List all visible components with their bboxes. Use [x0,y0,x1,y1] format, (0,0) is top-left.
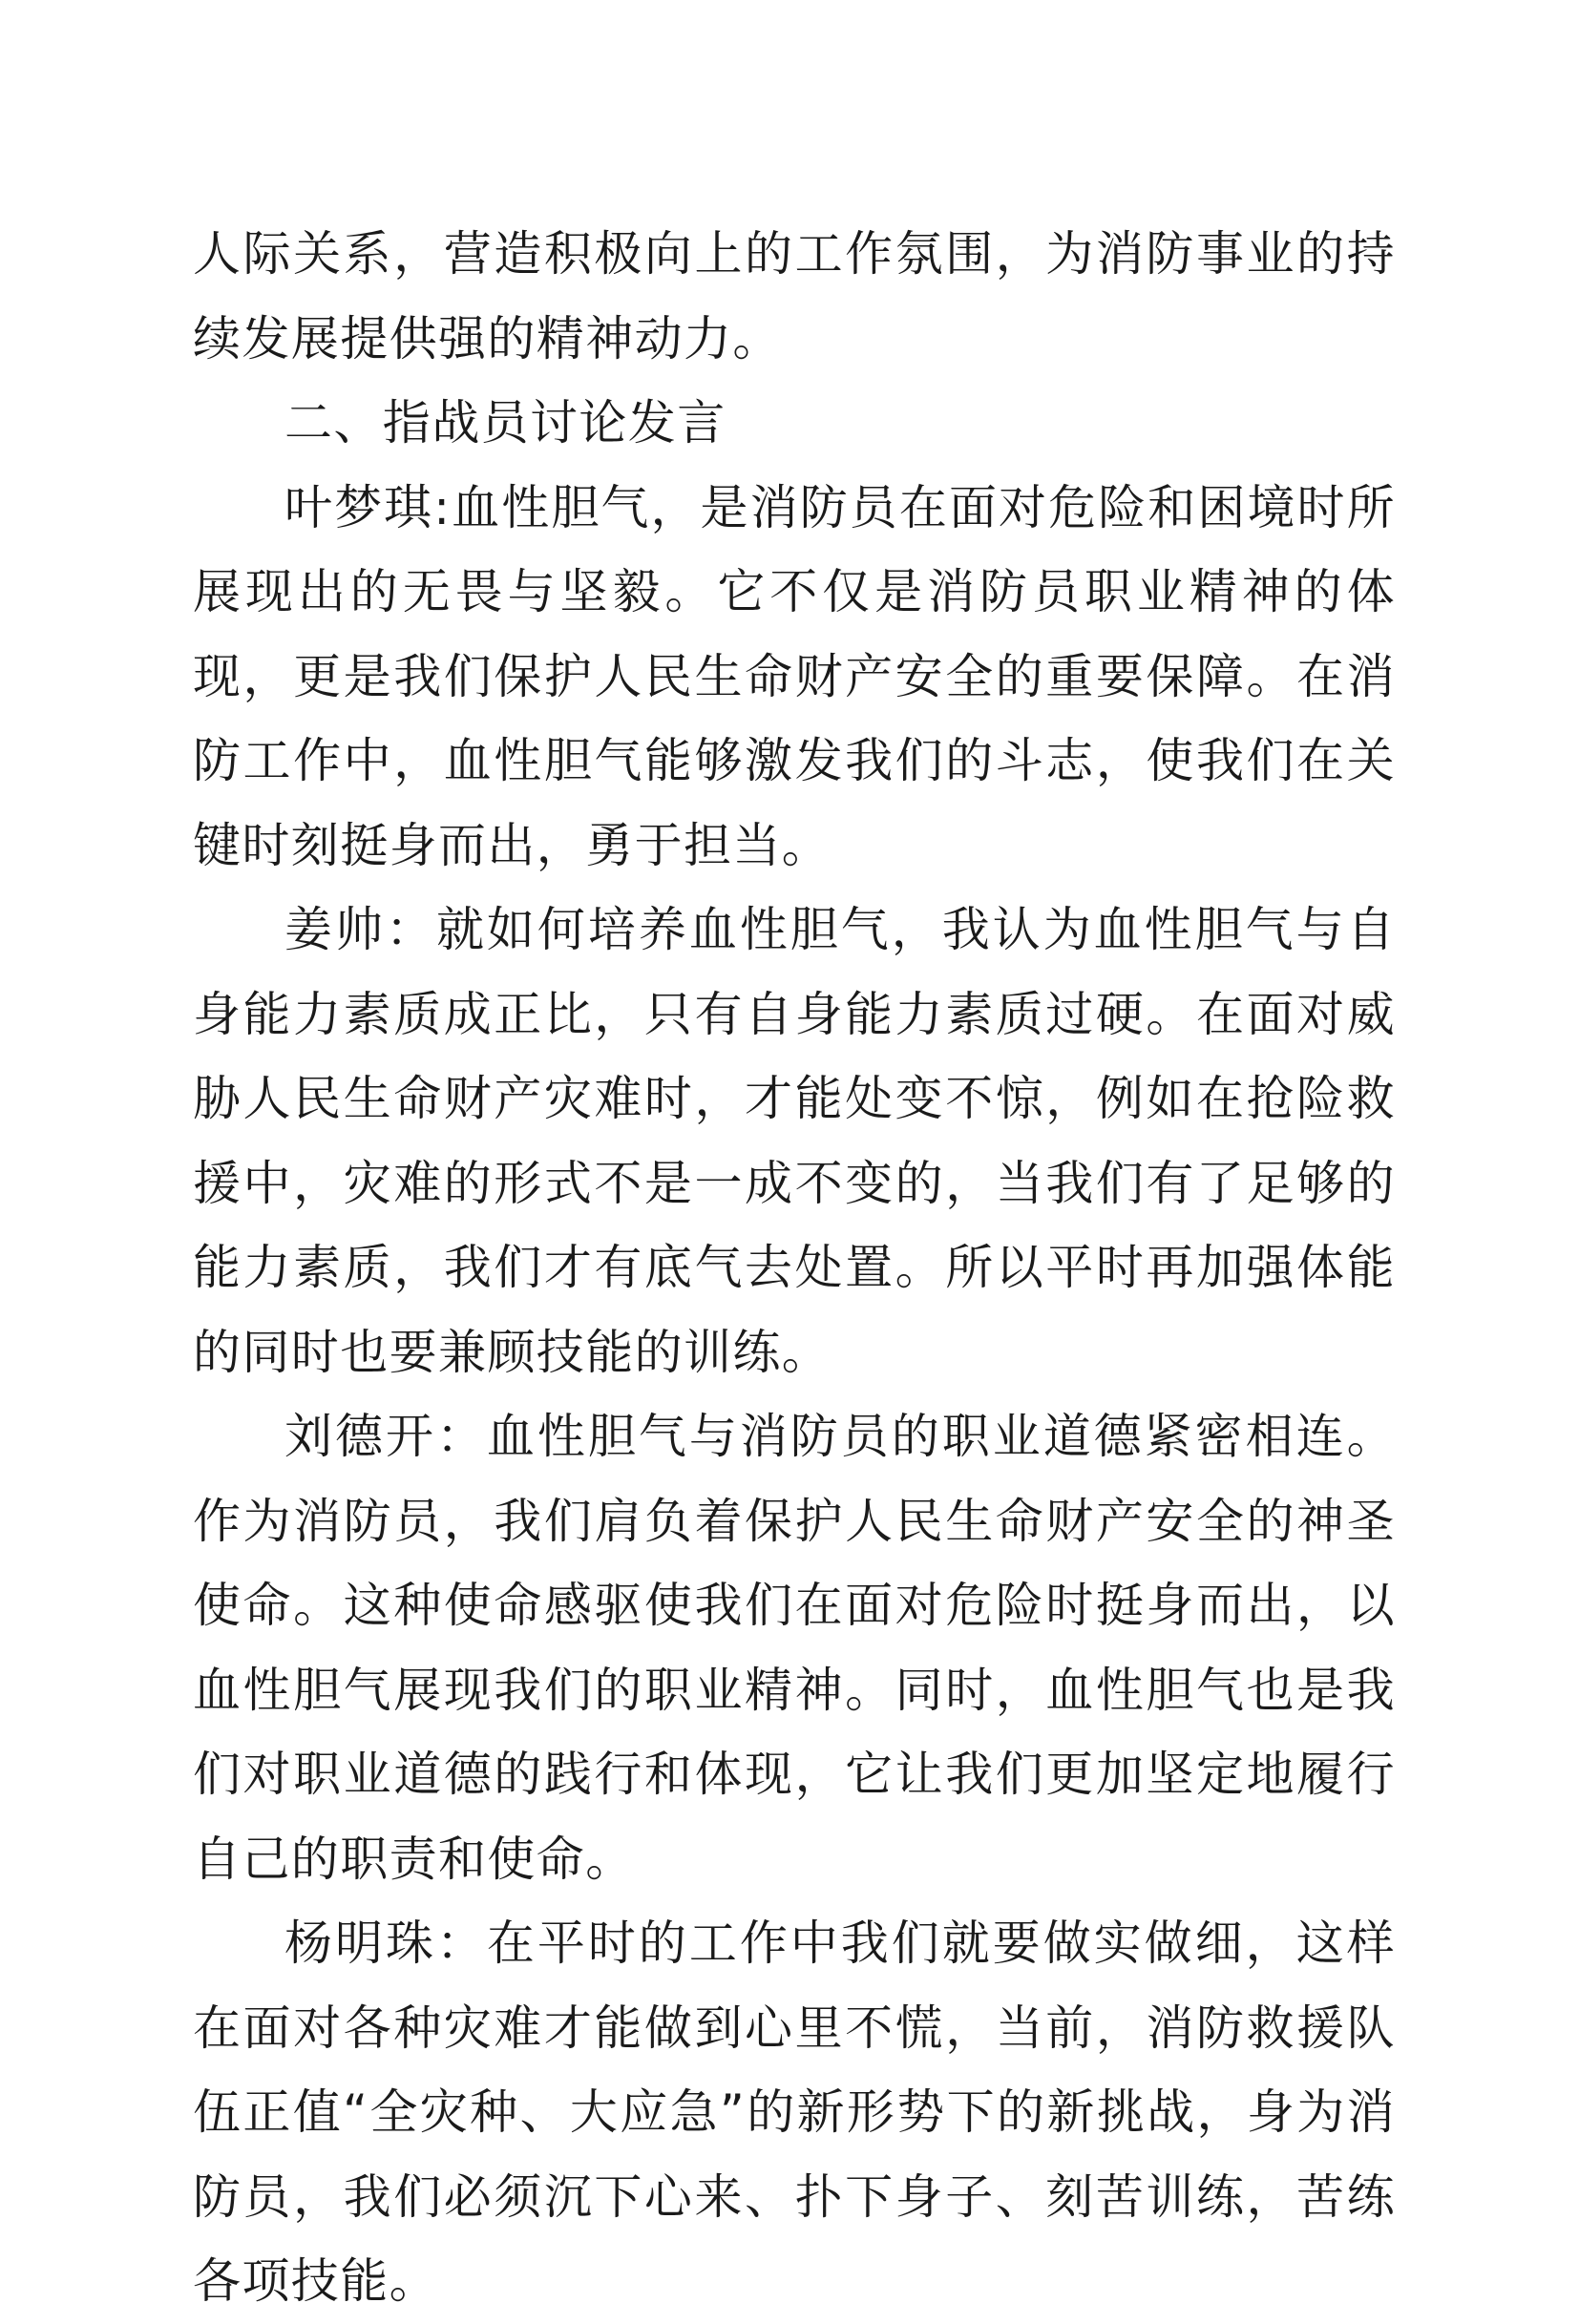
paragraph-continuation: 人际关系，营造积极向上的工作氛围，为消防事业的持续发展提供强的精神动力。 [193,226,1396,366]
paragraph-liu-dekai: 刘德开：血性胆气与消防员的职业道德紧密相连。作为消防员，我们肩负着保护人民生命财产安全的神圣使命。这种使命感驱使我们在面对危险时挺身而出，以血性胆气展现我们的职业精神。同时，血性胆气也是我们对职业道德的践行和体现，它让我们更加坚定地履行自己的职责和使命。 [193,1409,1396,1887]
section-heading: 二、指战员讨论发言 [284,395,726,450]
document-body [193,212,1396,2324]
paragraph-ye-mengqi: 叶梦琪:血性胆气，是消防员在面对危险和困境时所展现出的无畏与坚毅。它不仅是消防员职业精神的体现，更是我们保护人民生命财产安全的重要保障。在消防工作中，血性胆气能够激发我们的斗志，使我们在关键时刻挺身而出，勇于担当。 [193,479,1396,873]
paragraph-yang-mingzhu: 杨明珠：在平时的工作中我们就要做实做细，这样在面对各种灾难才能做到心里不慌，当前，消防救援队伍正值“全灾种、大应急”的新形势下的新挑战，身为消防员，我们必须沉下心来、扑下身子、刻苦训练，苦练各项技能。 [193,1916,1396,2309]
paragraph-jiang-shuai: 姜帅：就如何培养血性胆气，我认为血性胆气与自身能力素质成正比，只有自身能力素质过硬。在面对威胁人民生命财产灾难时，才能处变不惊，例如在抢险救援中，灾难的形式不是一成不变的，当我们有了足够的能力素质，我们才有底气去处置。所以平时再加强体能的同时也要兼顾技能的训练。 [193,902,1396,1380]
